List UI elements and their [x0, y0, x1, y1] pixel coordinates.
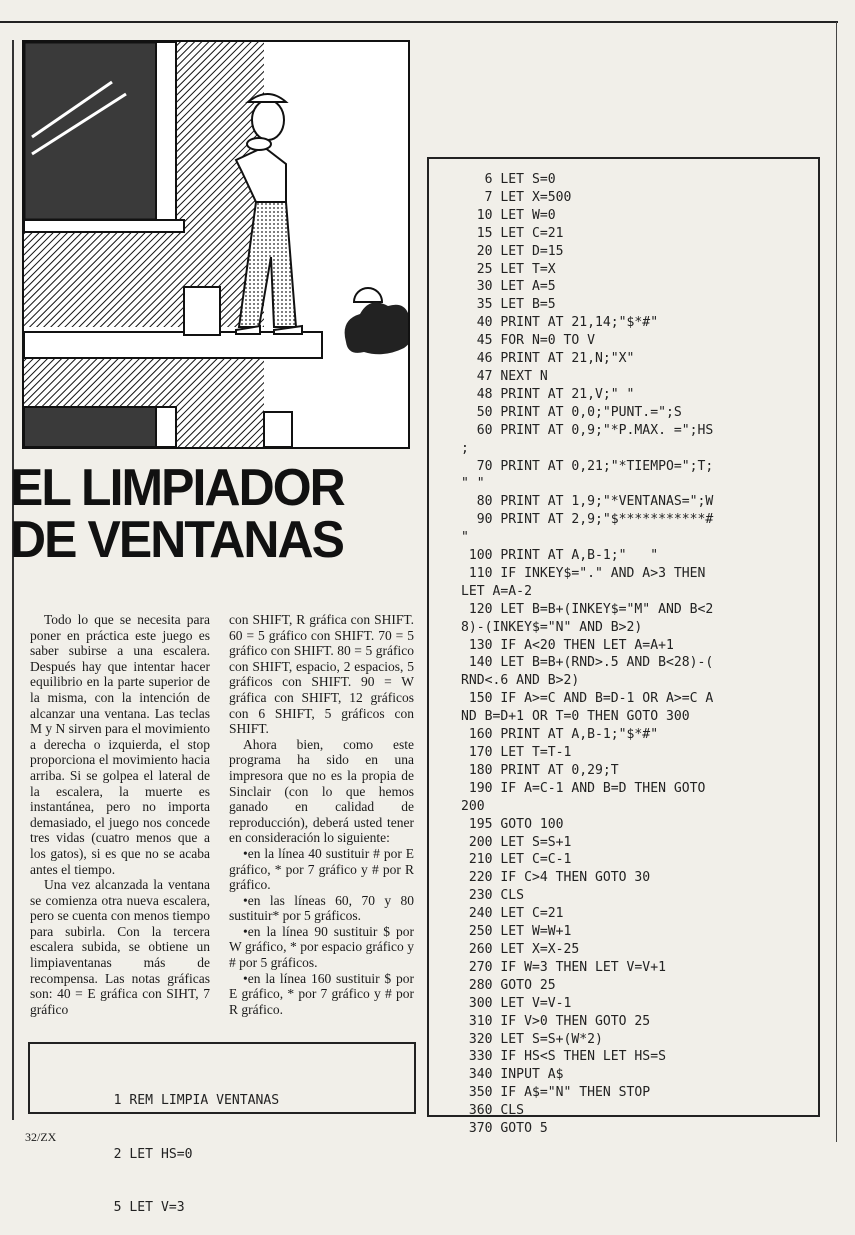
code-line: 40 PRINT AT 21,14;"$*#"	[461, 315, 659, 331]
article-paragraph-2: Una vez alcanzada la ventana se comienza otra nueva escalera, pero se cuenta con menos tiempo para subirla. Con la tercera escalera subida, se obtiene un limpiaventanas más de recompensa. Las notas gráficas son: 40 = E gráfica con SIHT, 7 gráfico	[30, 877, 210, 1017]
code-line: 6 LET S=0	[461, 172, 556, 187]
window-cleaner-illustration	[22, 40, 410, 449]
code-line: 360 CLS	[461, 1103, 525, 1119]
code-line: 250 LET W=W+1	[461, 924, 572, 940]
code-line: 110 IF INKEY$="." AND A>3 THEN	[461, 565, 706, 581]
code-line: 70 PRINT AT 0,21;"*TIEMPO=";T;	[461, 458, 714, 474]
code-line: 100 PRINT AT A,B-1;" "	[461, 548, 659, 564]
code-line: 170 LET T=T-1	[461, 745, 572, 760]
code-line: 7 LET X=500	[461, 189, 572, 205]
code-line: ;	[461, 440, 469, 456]
substitution-item: • en la línea 90 sustituir $ por W gráfico, * por espacio gráfico y # por 5 gráficos.	[229, 924, 414, 971]
code-line: " "	[461, 476, 485, 492]
code-line: 5 LET V=3	[90, 1200, 185, 1216]
article-column-2	[229, 612, 414, 1017]
code-line: 15 LET C=21	[461, 225, 564, 241]
code-line: 120 LET B=B+(INKEY$="M" AND B<2	[461, 601, 714, 617]
code-line: 180 PRINT AT 0,29;T	[461, 762, 619, 778]
code-line: 30 LET A=5	[461, 279, 556, 295]
code-line: 140 LET B=B+(RND>.5 AND B<28)-(	[461, 655, 714, 671]
code-line: 160 PRINT AT A,B-1;"$*#"	[461, 727, 659, 743]
substitution-list	[229, 846, 414, 1018]
code-line: 150 IF A>=C AND B=D-1 OR A>=C A	[461, 691, 714, 707]
code-line: 370 GOTO 5	[461, 1121, 548, 1137]
article-column-1	[30, 612, 210, 1017]
code-line: "	[461, 530, 469, 546]
code-line: 80 PRINT AT 1,9;"*VENTANAS=";W	[461, 494, 714, 510]
code-line: 320 LET S=S+(W*2)	[461, 1031, 603, 1047]
article-paragraph-4: Ahora bien, como este programa ha sido en una impresora que no es la propia de Sinclair (con lo que hemos ganado en calidad de reproducción), deberá usted tener en consideración lo siguiente:	[229, 736, 414, 846]
code-line: 25 LET T=X	[461, 261, 556, 277]
code-line: LET A=A-2	[461, 583, 532, 599]
top-rule	[0, 21, 838, 23]
code-line: ND B=D+1 OR T=0 THEN GOTO 300	[461, 709, 690, 725]
code-line: 200	[461, 798, 485, 814]
page-number: 32/ZX	[25, 1130, 57, 1144]
code-line: 195 GOTO 100	[461, 816, 564, 832]
code-line: 47 NEXT N	[461, 368, 548, 384]
right-rule	[836, 22, 837, 1142]
code-line: 46 PRINT AT 21,N;"X"	[461, 351, 635, 367]
code-line: 240 LET C=21	[461, 906, 564, 922]
code-line: 20 LET D=15	[461, 243, 564, 259]
code-line: 210 LET C=C-1	[461, 852, 572, 868]
headline-line-1: EL LIMPIADOR	[10, 459, 344, 517]
code-line: 35 LET B=5	[461, 297, 556, 313]
code-line: 200 LET S=S+1	[461, 834, 572, 850]
code-line: 60 PRINT AT 0,9;"*P.MAX. =";HS	[461, 422, 714, 438]
code-line: 340 INPUT A$	[461, 1067, 564, 1083]
code-line: 310 IF V>0 THEN GOTO 25	[461, 1013, 651, 1029]
substitution-item: • en la línea 160 sustituir $ por E gráfico, * por 7 gráfico y # por R gráfico.	[229, 971, 414, 1018]
code-line: 1 REM LIMPIA VENTANAS	[90, 1092, 280, 1108]
code-line: 48 PRINT AT 21,V;" "	[461, 386, 635, 402]
code-line: 220 IF C>4 THEN GOTO 30	[461, 870, 651, 886]
left-rule	[12, 40, 14, 1120]
code-line: 90 PRINT AT 2,9;"$***********#	[461, 512, 714, 528]
code-line: 50 PRINT AT 0,0;"PUNT.=";S	[461, 404, 682, 420]
code-line: 330 IF HS<S THEN LET HS=S	[461, 1049, 666, 1065]
code-line: 350 IF A$="N" THEN STOP	[461, 1085, 651, 1101]
code-line: 230 CLS	[461, 888, 525, 904]
code-line: 300 LET V=V-1	[461, 995, 572, 1011]
program-listing-main	[427, 157, 820, 1137]
code-line: 270 IF W=3 THEN LET V=V+1	[461, 959, 666, 975]
code-line: 130 IF A<20 THEN LET A=A+1	[461, 637, 674, 653]
code-line: 8)-(INKEY$="N" AND B>2)	[461, 619, 643, 635]
code-line: 190 IF A=C-1 AND B=D THEN GOTO	[461, 780, 706, 796]
headline-line-2: DE VENTANAS	[10, 511, 343, 569]
article-headline	[10, 459, 394, 569]
code-line: 10 LET W=0	[461, 207, 556, 223]
article-paragraph-3: con SHIFT, R gráfica con SHIFT. 60 = 5 gráfico con SHIFT. 70 = 5 gráfico con SHIFT. 80 = 5 gráfico con SHIFT, espacio, 2 espacios, 5 gráficos con SHIFT. 90 = W gráfica con SHIFT, 12 gráficos con 6 SHIFT, 5 gráficos con SHIFT.	[229, 612, 414, 737]
article-paragraph-1: Todo lo que se necesita para poner en práctica este juego es saber subirse a una escalera. Después hay que intentar hacer equilibrio en la parte superior de la misma, con la intención de alcanzar una ventana. Las teclas M y N sirven para el movimiento a derecha o izquierda, el stop proporciona el movimiento hacia arriba. Si se golpea el lateral de la escalera, la muerte es instantánea, pero no importa demasiado, el juego nos concede tres vidas (cuatro menos que a los gatos), si es que no se acaba antes el tiempo.	[30, 612, 210, 877]
substitution-item: • en las líneas 60, 70 y 80 sustituir* por 5 gráficos.	[229, 893, 414, 924]
code-line: 45 FOR N=0 TO V	[461, 333, 596, 349]
code-line: RND<.6 AND B>2)	[461, 673, 580, 689]
substitution-item: • en la línea 40 sustituir # por E gráfico, * por 7 gráfico y # por R gráfico.	[229, 846, 414, 893]
code-line: 280 GOTO 25	[461, 977, 556, 993]
code-line: 260 LET X=X-25	[461, 941, 580, 957]
code-line: 2 LET HS=0	[90, 1146, 193, 1162]
